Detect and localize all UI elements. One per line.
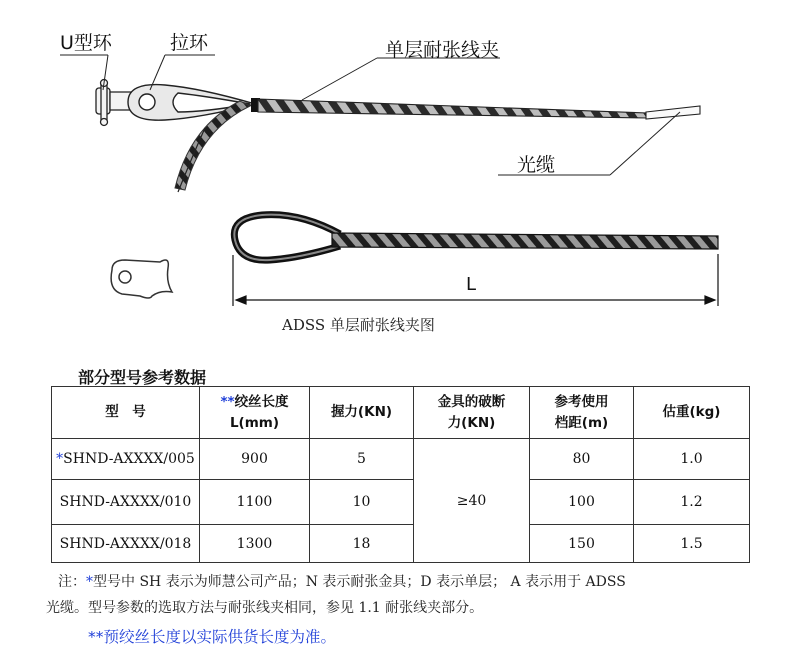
spec-table bbox=[51, 386, 750, 563]
diagram-caption: ADSS 单层耐张线夹图 bbox=[282, 316, 435, 334]
cell-length: 1300 bbox=[200, 525, 310, 563]
header-strand-length-mark: ** bbox=[220, 393, 235, 410]
header-break-line2: 力(KN) bbox=[447, 414, 496, 431]
cell-weight: 1.0 bbox=[634, 439, 750, 480]
header-grip: 握力(KN) bbox=[310, 387, 414, 439]
note-line-2: 光缆。型号参数的选取方法与耐张线夹相同，参见 1.1 耐张线夹部分。 bbox=[46, 600, 484, 616]
note-text: 型号中 SH 表示为师慧公司产品；N 表示耐张金具；D 表示单层； A 表示用于 ADSS bbox=[93, 574, 626, 590]
cable-end bbox=[646, 106, 700, 119]
header-span-line1: 参考使用 bbox=[554, 393, 609, 410]
cell-length: 1100 bbox=[200, 480, 310, 525]
cell-break-strength: ≥40 bbox=[414, 439, 530, 563]
header-break-strength bbox=[414, 387, 530, 439]
cell-model: SHND-AXXXX/010 bbox=[52, 480, 200, 525]
twisted-body-middle bbox=[332, 233, 718, 249]
label-u-ring: U型环 bbox=[60, 32, 112, 54]
table-row bbox=[52, 439, 750, 480]
cell-grip: 18 bbox=[310, 525, 414, 563]
cell-model bbox=[52, 439, 200, 480]
header-model: 型 号 bbox=[52, 387, 200, 439]
cell-model: SHND-AXXXX/018 bbox=[52, 525, 200, 563]
twisted-body-top bbox=[258, 99, 648, 118]
label-pull-ring: 拉环 bbox=[170, 32, 209, 54]
note-line-3: **预绞丝长度以实际供货长度为准。 bbox=[88, 628, 337, 646]
cell-grip: 5 bbox=[310, 439, 414, 480]
header-break-line1: 金具的破断 bbox=[437, 393, 506, 410]
cell-span: 80 bbox=[530, 439, 634, 480]
header-span bbox=[530, 387, 634, 439]
model-mark: * bbox=[56, 451, 64, 467]
cell-span: 150 bbox=[530, 525, 634, 563]
cell-span: 100 bbox=[530, 480, 634, 525]
section-title: 部分型号参考数据 bbox=[78, 368, 207, 387]
header-weight: 估重(kg) bbox=[634, 387, 750, 439]
pull-ring-shape bbox=[128, 85, 255, 121]
label-optical-cable: 光缆 bbox=[517, 154, 556, 176]
note-line-1 bbox=[58, 571, 626, 591]
cell-length: 900 bbox=[200, 439, 310, 480]
header-span-line2: 档距(m) bbox=[554, 414, 609, 431]
loop-shape bbox=[234, 215, 340, 261]
note-star: * bbox=[86, 574, 93, 590]
pull-ring-standalone bbox=[111, 260, 172, 298]
table-row bbox=[52, 525, 750, 563]
note-prefix: 注： bbox=[58, 574, 86, 590]
cell-grip: 10 bbox=[310, 480, 414, 525]
label-tension-clamp: 单层耐张线夹 bbox=[385, 39, 500, 61]
label-length-l: L bbox=[466, 274, 477, 295]
cell-weight: 1.5 bbox=[634, 525, 750, 563]
header-strand-length-line1: 绞丝长度 bbox=[234, 393, 289, 410]
cell-weight: 1.2 bbox=[634, 480, 750, 525]
table-header-row bbox=[52, 387, 750, 439]
table-row bbox=[52, 480, 750, 525]
header-strand-length-line2: L(mm) bbox=[229, 414, 280, 431]
header-strand-length bbox=[200, 387, 310, 439]
model-text: SHND-AXXXX/005 bbox=[63, 451, 195, 467]
